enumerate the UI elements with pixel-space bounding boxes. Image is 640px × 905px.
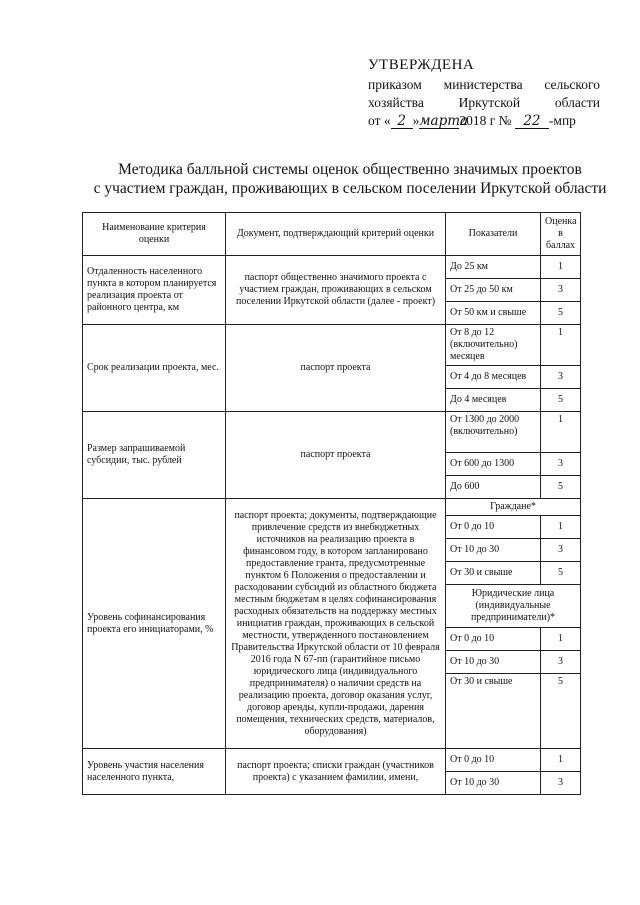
header-criterion: Наименование критерия оценки: [83, 213, 226, 256]
indicator-cell: До 600: [446, 476, 541, 499]
header-document: Документ, подтверждающий критерий оценки: [226, 213, 446, 256]
approval-order-line: [368, 112, 600, 130]
indicator-cell: От 600 до 1300: [446, 453, 541, 476]
document-cell: паспорт проекта: [226, 412, 446, 499]
title-line-1: Методика балльной системы оценок общественно значимых проектов: [118, 161, 582, 178]
score-cell: 3: [541, 539, 581, 562]
table-header-row: [83, 213, 581, 256]
score-cell: 5: [541, 302, 581, 325]
document-cell: паспорт общественно значимого проекта с участием граждан, проживающих в сельском поселении Иркутской области (далее - проект): [226, 256, 446, 325]
group-header-citizens: Граждане*: [446, 499, 581, 516]
indicator-cell: От 50 км и свыше: [446, 302, 541, 325]
indicator-cell: От 10 до 30: [446, 539, 541, 562]
indicator-cell: От 0 до 10: [446, 749, 541, 772]
document-cell: паспорт проекта; документы, подтверждающие привлечение средств из внебюджетных источников на реализацию проекта в финансовом году, в котором запланировано предоставление гранта, предусмотренные пунктом 6 Положения о предоставлении и расходовании субсидий из областного бюджета местным бюджетам в целях софинансирования расходных обязательств на поддержку местных инициатив граждан, проживающих в сельской местности, утвержденного постановлением Правительства Иркутской области от 10 февраля 2016 года N 67-пп (гарантийное письмо юридического лица (индивидуального предпринимателя) о наличии средств на реализацию проекта, договор оказания услуг, договор аренды, купли-продажи, дарения помещения, технических средств, материалов, оборудования): [226, 499, 446, 749]
approval-mid: »: [412, 113, 420, 128]
indicator-cell: До 4 месяцев: [446, 389, 541, 412]
score-cell: 5: [541, 476, 581, 499]
criterion-cell: Размер запрашиваемой субсидии, тыс. рублей: [83, 412, 226, 499]
header-indicators: Показатели: [446, 213, 541, 256]
approval-number: 22: [515, 114, 549, 129]
approval-year: 2018 г №: [459, 113, 512, 128]
score-cell: 3: [541, 279, 581, 302]
approval-suffix: -мпр: [548, 113, 576, 128]
indicator-cell: От 1300 до 2000 (включительно): [446, 412, 541, 453]
indicator-cell: От 4 до 8 месяцев: [446, 366, 541, 389]
score-cell: 3: [541, 366, 581, 389]
score-cell: 1: [541, 325, 581, 366]
table-row: [83, 499, 581, 516]
indicator-cell: От 10 до 30: [446, 772, 541, 795]
indicator-cell: До 25 км: [446, 256, 541, 279]
indicator-cell: От 10 до 30: [446, 651, 541, 674]
table-row: [83, 749, 581, 772]
table-row: [83, 256, 581, 279]
indicator-cell: От 30 и свыше: [446, 562, 541, 585]
indicator-cell: От 8 до 12 (включительно) месяцев: [446, 325, 541, 366]
score-cell: 1: [541, 412, 581, 453]
approval-prefix: от «: [368, 113, 391, 128]
approval-line-1: приказом министерства сельского: [368, 77, 600, 92]
group-header-legal-entities: Юридические лица (индивидуальные предприниматели)*: [446, 585, 581, 628]
indicator-cell: От 25 до 50 км: [446, 279, 541, 302]
indicator-cell: От 0 до 10: [446, 628, 541, 651]
score-cell: 1: [541, 516, 581, 539]
approval-block: [368, 57, 600, 130]
document-title: [0, 160, 640, 198]
document-cell: паспорт проекта: [226, 325, 446, 412]
approval-heading: УТВЕРЖДЕНА: [368, 57, 475, 73]
approval-month: марта: [419, 113, 469, 129]
score-cell: 1: [541, 256, 581, 279]
criterion-cell: Отдаленность населенного пункта в котором планируется реализация проекта от районного центра, км: [83, 256, 226, 325]
indicator-cell: От 0 до 10: [446, 516, 541, 539]
score-cell: 5: [541, 389, 581, 412]
score-cell: 5: [541, 562, 581, 585]
score-cell: 3: [541, 651, 581, 674]
criteria-table: [82, 212, 581, 795]
document-cell: паспорт проекта; списки граждан (участников проекта) с указанием фамилии, имени,: [226, 749, 446, 795]
approval-day: 2: [391, 114, 413, 129]
score-cell: 3: [541, 453, 581, 476]
criterion-cell: Уровень софинансирования проекта его инициаторами, %: [83, 499, 226, 749]
score-cell: 1: [541, 628, 581, 651]
indicator-cell: От 30 и свыше: [446, 674, 541, 749]
table-row: [83, 325, 581, 366]
score-cell: 3: [541, 772, 581, 795]
score-cell: 5: [541, 674, 581, 749]
header-score: Оценка в баллах: [541, 213, 581, 256]
approval-line-2: хозяйства Иркутской области: [368, 95, 600, 110]
title-line-2: с участием граждан, проживающих в сельском поселении Иркутской области: [93, 180, 607, 197]
criterion-cell: Уровень участия населения населенного пункта,: [83, 749, 226, 795]
table-row: [83, 412, 581, 453]
criterion-cell: Срок реализации проекта, мес.: [83, 325, 226, 412]
score-cell: 1: [541, 749, 581, 772]
